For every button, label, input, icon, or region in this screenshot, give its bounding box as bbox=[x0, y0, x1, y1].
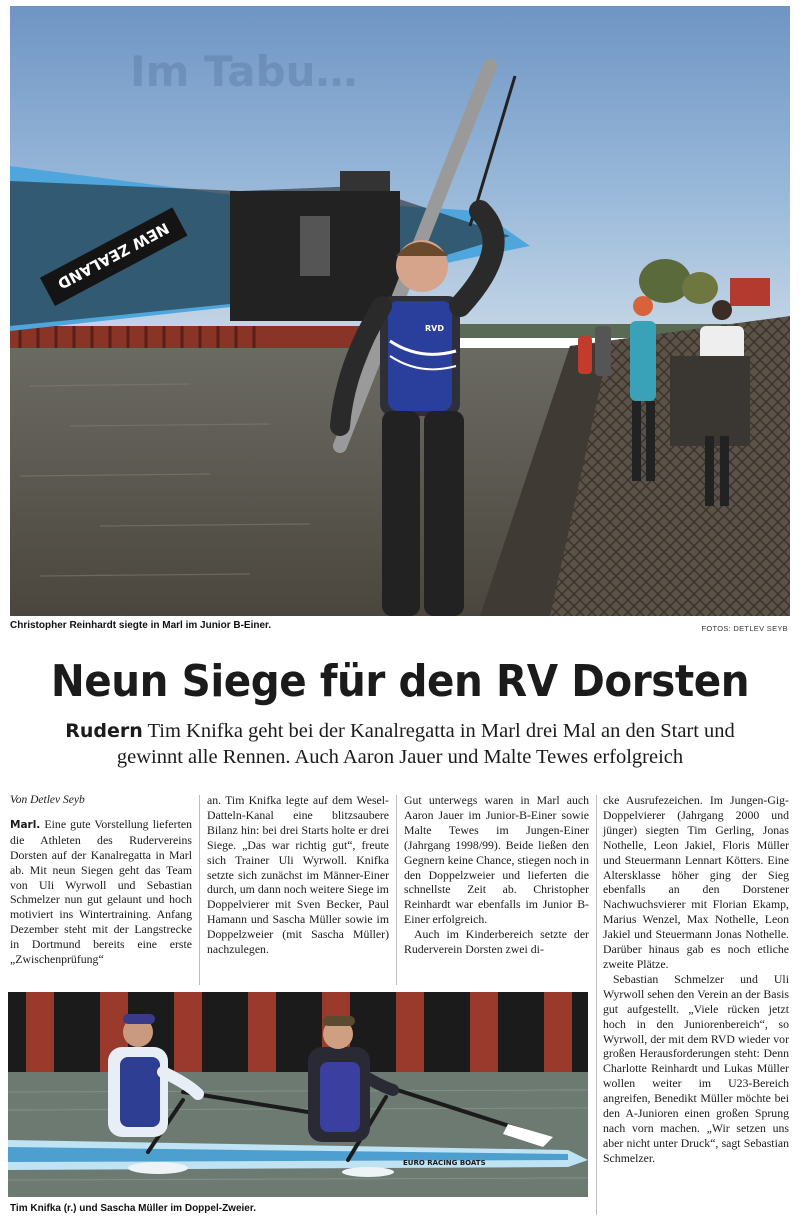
paragraph: cke Ausrufezeichen. Im Jungen-Gig-Doppelvierer (Jahrgang 2000 und jünger) siegten Tim Gerling, Jonas Nothelle, Leon Jakiel, Floris Müller und Steuermann Lennart Kötters. Eine Altersklasse höher ging der Sieg ebenfalls an den Dorstener Nachwuchsvierer mit Florian Ekamp, Marius Wenzel, Max Nothelle, Leon Jakiel und Steuermann Jonas Nothelle. Darüber hinaus gab es noch etliche zweite Plätze. bbox=[603, 793, 789, 971]
hero-photo-illustration bbox=[10, 6, 790, 616]
subhead-text: Tim Knifka geht bei der Kanalregatta in Marl drei Mal an den Start und gewinnt alle Rennen. Auch Aaron Jauer und Malte Tewes erfolgreich bbox=[116, 720, 735, 768]
canal-wall-background bbox=[8, 992, 588, 1072]
article-subheadline bbox=[30, 718, 770, 770]
paragraph: an. Tim Knifka legte auf dem Wesel-Datteln-Kanal eine blitzsaubere Bilanz hin: bei drei Starts holte er drei Siege. „Das war richtig gut“, freute sich Trainer Uli Wyrwoll. Knifka setzte sich zunächst im Männer-Einer durch, um dann noch weitere Siege im Doppelvierer mit Sven Becker, Paul Hamann und Sascha Müller sowie im Doppelzweier (mit Sascha Müller) nachzulegen. bbox=[207, 793, 389, 957]
paragraph bbox=[10, 817, 192, 967]
tree bbox=[639, 259, 691, 303]
column-divider bbox=[396, 795, 397, 985]
subhead-keyword: Rudern bbox=[65, 720, 143, 742]
vest-lettering: RVD bbox=[425, 324, 444, 333]
doubles-photo bbox=[8, 992, 588, 1197]
boat-lettering: NEW ZEALAND bbox=[54, 218, 172, 293]
article-column-1 bbox=[10, 793, 192, 967]
article-headline: Neun Siege für den RV Dorsten bbox=[50, 656, 750, 707]
bleed-through-text: Im Tabu… bbox=[130, 47, 358, 96]
paragraph: Gut unterwegs waren in Marl auch Aaron Jauer im Junior-B-Einer sowie Malte Tewes im Jungen-Einer (Jahrgang 1998/99). Beide ließen den Gegnern keine Chance, stiegen noch in den Doppelzweier und lieferten die schnellste Zeit ab. Christopher Reinhardt war ebenfalls im Junior B-Einer erfolgreich. bbox=[404, 793, 589, 927]
hero-photo bbox=[10, 6, 790, 616]
splash bbox=[342, 1167, 394, 1177]
article-column-3 bbox=[404, 793, 589, 957]
boathouse bbox=[730, 278, 770, 306]
boat-lettering: EURO RACING BOATS bbox=[403, 1159, 486, 1167]
column-divider bbox=[596, 795, 597, 1215]
boat-rigging bbox=[230, 171, 400, 321]
doubles-photo-illustration bbox=[8, 992, 588, 1197]
photo-credit: FOTOS: DETLEV SEYB bbox=[701, 624, 788, 633]
hero-photo-caption: Christopher Reinhardt siegte in Marl im Junior B-Einer. bbox=[10, 620, 272, 631]
splash bbox=[128, 1162, 188, 1174]
dateline: Marl. bbox=[10, 818, 41, 831]
byline: Von Detlev Seyb bbox=[10, 794, 85, 806]
doubles-photo-caption: Tim Knifka (r.) und Sascha Müller im Doppel-Zweier. bbox=[10, 1203, 256, 1214]
paragraph: Auch im Kinderbereich setzte der Ruderverein Dorsten zwei di- bbox=[404, 927, 589, 957]
tree bbox=[682, 272, 718, 304]
article-column-4 bbox=[603, 793, 789, 1166]
column-divider bbox=[199, 795, 200, 985]
paragraph-text: Eine gute Vorstellung lieferten die Athleten des Rudervereins Dorsten auf der Kanalregatta in Marl ab. Mit neun Siegen geht das Team von Uli Wyrwoll und Sebastian Schmelzer nun gut gelaunt und hoch motiviert ins Wintertraining. Anfang Dezember steht mit der Langstrecke in Dortmund bereits eine erste „Zwischenprüfung“ bbox=[10, 816, 192, 967]
article-column-2 bbox=[207, 793, 389, 957]
paragraph: Sebastian Schmelzer und Uli Wyrwoll sehen den Verein an der Basis gut aufgestellt. „Viele rücken jetzt hoch in den Juniorenbereich“, so Wyrwoll, der mit dem RVD wieder vor großen Herausforderungen steht: Denn Charlotte Reinhardt und Lukas Müller wollen weiter im U23-Bereich angreifen, Benedikt Müller möchte bei den A-Junioren einen großen Sprung nach vorn machen. „Wir setzen uns aber nicht unter Druck“, sagt Sebastian Schmelzer. bbox=[603, 971, 789, 1165]
